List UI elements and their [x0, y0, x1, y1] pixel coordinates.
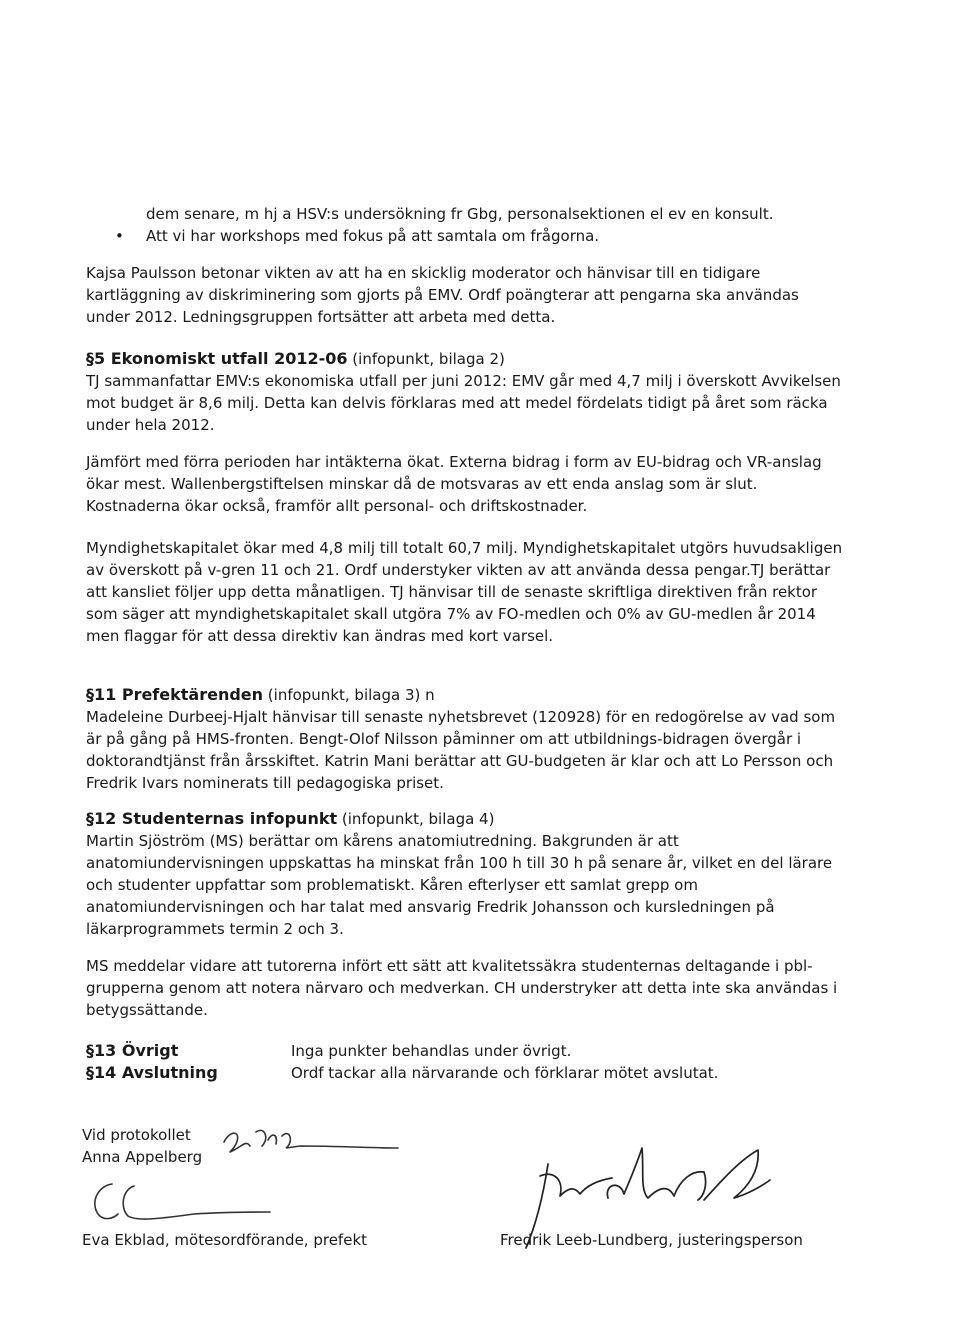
signature-eva-ekblad: [84, 1176, 274, 1226]
bullet-text: Att vi har workshops med fokus på att samtala om frågorna.: [146, 227, 600, 245]
paragraph-jamfort: Jämfört med förra perioden har intäkterna ökat. Externa bidrag i form av EU-bidrag och VR-anslag ökar mest. Wallenbergstiftelsen minskar då de motsvaras av ett enda anslag som är slut. Kostnaderna ökar också, framför allt personal- och driftskostnader.: [86, 453, 822, 515]
signature-anna-appelberg: [220, 1112, 400, 1162]
section-11-suffix: (infopunkt, bilaga 3) n: [263, 686, 435, 704]
section-5-heading: §5 Ekonomiskt utfall 2012-06: [86, 349, 348, 368]
section-13-text: Inga punkter behandlas under övrigt.: [291, 1042, 572, 1060]
secretary-name: Anna Appelberg: [82, 1148, 203, 1166]
paragraph-myndighetskapital: Myndighetskapitalet ökar med 4,8 milj till totalt 60,7 milj. Myndighetskapitalet utgörs huvudsakligen av överskott på v-gren 11 och 21. Ordf understyker vikten av att använda dessa pengar.TJ berättar att kansliet följer upp detta månatligen. TJ hänvisar till de senaste skriftliga direktiven från rektor som säger att myndighetskapitalet skall utgöra 7% av FO-medlen och 0% av GU-medlen år 2014 men flaggar för att dessa direktiv kan ändras med kort varsel.: [86, 539, 843, 645]
section-11-heading: §11 Prefektärenden: [86, 685, 264, 704]
chair-signature-label: Eva Ekblad, mötesordförande, prefekt: [82, 1231, 368, 1249]
section-12-text: Martin Sjöström (MS) berättar om kårens anatomiutredning. Bakgrunden är att anatomiundervisningen uppskattas ha minskat från 100 h till 30 h på senare år, vilket en del lärare och studenter uppfattar som problematiskt. Kåren efterlyser ett samlat grepp om anatomiundervisningen och har talat med ansvarig Fredrik Johansson och kursledningen på läkarprogrammets termin 2 och 3.: [86, 832, 833, 938]
paragraph-ms: MS meddelar vidare att tutorerna infört ett sätt att kvalitetssäkra studenternas deltagande i pbl-grupperna genom att notera närvaro och medverkan. CH understryker att detta inte ska användas i betygssättande.: [86, 957, 838, 1019]
section-11: [86, 684, 846, 794]
paragraph-kajsa: Kajsa Paulsson betonar vikten av att ha en skicklig moderator och hänvisar till en tidigare kartläggning av diskriminering som gjorts på EMV. Ordf poängterar att pengarna ska användas under 2012. Ledningsgruppen fortsätter att arbeta med detta.: [86, 264, 799, 326]
adjuster-signature-label: Fredrik Leeb-Lundberg, justeringsperson: [500, 1231, 803, 1249]
section-5-suffix: (infopunkt, bilaga 2): [347, 350, 505, 368]
section-13-row: [86, 1040, 846, 1062]
section-14-text: Ordf tackar alla närvarande och förklarar mötet avslutat.: [291, 1064, 719, 1082]
vid-protokollet: Vid protokollet: [82, 1126, 191, 1144]
section-12-suffix: (infopunkt, bilaga 4): [337, 810, 495, 828]
bullet-item: [115, 225, 835, 247]
continuation-line: dem senare, m hj a HSV:s undersökning fr Gbg, personalsektionen el ev en konsult.: [146, 205, 774, 223]
section-14-label: §14 Avslutning: [86, 1063, 218, 1082]
section-11-text: Madeleine Durbeej-Hjalt hänvisar till senaste nyhetsbrevet (120928) för en redogörelse av vad som är på gång på HMS-fronten. Bengt-Olof Nilsson påminner om att utbildnings-bidragen övergår i doktorandtjänst från årsskiftet. Katrin Mani berättar att GU-budgeten är klar och att Lo Persson och Fredrik Ivars nominerats till pedagogiska priset.: [86, 708, 836, 792]
section-12-heading: §12 Studenternas infopunkt: [86, 809, 338, 828]
section-12: [86, 808, 846, 940]
bullet-symbol: •: [115, 227, 124, 245]
section-14-row: [86, 1062, 846, 1084]
section-13-label: §13 Övrigt: [86, 1041, 179, 1060]
section-5: [86, 348, 846, 436]
section-5-text: TJ sammanfattar EMV:s ekonomiska utfall per juni 2012: EMV går med 4,7 milj i överskott Avvikelsen mot budget är 8,6 milj. Detta kan delvis förklaras med att medel fördelats tidigt på året som räcka under hela 2012.: [86, 372, 841, 434]
